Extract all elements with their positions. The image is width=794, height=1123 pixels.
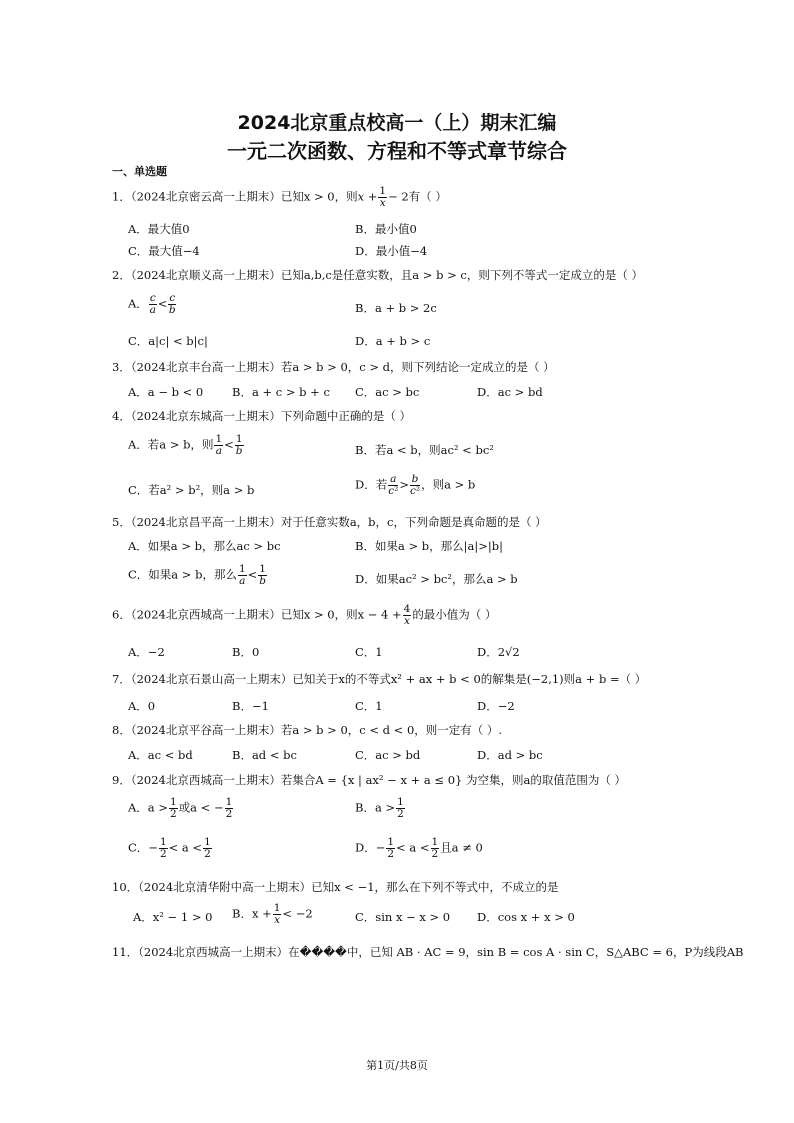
question-4-stem: 4．（2024北京东城高一上期末）下列命题中正确的是（ ） — [112, 409, 411, 423]
question-10-stem: 10．（2024北京清华附中高一上期末）已知x < −1，那么在下列不等式中，不成立的是 — [112, 880, 559, 894]
question-3-stem: 3．（2024北京丰台高一上期末）若a > b > 0，c > d，则下列结论一定成立的是（ ） — [112, 360, 555, 374]
document-title-line1: 2024北京重点校高一（上）期末汇编 — [237, 112, 557, 134]
question-6-option-a: A．−2 — [128, 645, 165, 659]
question-4-option-a: A．若a > b，则 $\frac{1}{a}$ < $\frac{1}{b}$ — [128, 433, 243, 458]
question-9-option-c: C．− $\frac{1}{2}$ < a < $\frac{1}{2}$ — [128, 836, 211, 861]
question-6-stem: 6．（2024北京西城高一上期末）已知x > 0，则x − 4 + $\frac{4}{x}$ 的最小值为（ ） — [112, 603, 497, 628]
question-3-option-c: C．ac > bc — [355, 385, 420, 399]
question-9-option-d: D．− $\frac{1}{2}$ < a < $\frac{1}{2}$ 且a ≠ 0 — [355, 836, 483, 861]
page-footer: 第1页/共8页 — [366, 1059, 428, 1072]
question-5-option-c: C．如果a > b，那么 $\frac{1}{a}$ < $\frac{1}{b}$ — [128, 563, 266, 588]
question-3-option-d: D．ac > bd — [477, 385, 543, 399]
question-4-option-c: C．若a² > b²，则a > b — [128, 483, 255, 497]
question-2-option-b: B．a + b > 2c — [355, 301, 437, 315]
question-5-option-d: D．如果ac² > bc²，那么a > b — [355, 572, 518, 586]
question-7-option-d: D．−2 — [477, 699, 515, 713]
question-7-option-c: C．1 — [355, 699, 383, 713]
question-5-stem: 5．（2024北京昌平高一上期末）对于任意实数a，b，c，下列命题是真命题的是（ ） — [112, 515, 547, 529]
question-2-option-c: C．a|c| < b|c| — [128, 334, 208, 348]
question-3-option-b: B．a + c > b + c — [232, 385, 330, 399]
question-7-option-b: B．−1 — [232, 699, 269, 713]
question-6-option-c: C．1 — [355, 645, 383, 659]
question-8-option-b: B．ad < bc — [232, 748, 297, 762]
question-4-option-d: D．若 $\frac{a}{\text{c²}}$ > $\frac{b}{\text{c²}}$ ，则a > b — [355, 473, 476, 498]
question-1-option-a: A．最大值0 — [128, 222, 190, 236]
question-6-option-d: D．2√2 — [477, 645, 520, 659]
question-1-option-d: D．最小值−4 — [355, 244, 428, 258]
question-9-option-a: A．a > $\frac{1}{2}$ 或a < − $\frac{1}{2}$ — [128, 796, 233, 821]
question-2-stem: 2．（2024北京顺义高一上期末）已知a,b,c是任意实数，且a > b > c，则下列不等式一定成立的是（ ） — [112, 268, 644, 282]
fraction-1-over-x: $\frac{1}{x}$ — [379, 185, 387, 210]
question-10-option-b: B．x + $\frac{1}{x}$ < −2 — [232, 902, 313, 927]
question-7-option-a: A．0 — [128, 699, 156, 713]
question-5-option-b: B．如果a > b，那么|a|>|b| — [355, 539, 503, 553]
question-8-option-c: C．ac > bd — [355, 748, 421, 762]
question-8-option-a: A．ac < bd — [128, 748, 193, 762]
question-1-stem: 1．（2024北京密云高一上期末）已知x > 0，则x + $\frac{1}{x}$ − 2有（ ） — [112, 185, 447, 210]
question-8-option-d: D．ad > bc — [477, 748, 543, 762]
question-10-option-a: A．x² − 1 > 0 — [133, 910, 213, 924]
question-5-option-a: A．如果a > b，那么ac > bc — [128, 539, 281, 553]
question-11-stem: 11．（2024北京西城高一上期末）在����中，已知 AB · AC = 9，sin B = cos A · sin C，S△ABC = 6，P为线段AB — [112, 945, 744, 959]
question-1-option-c: C．最大值−4 — [128, 244, 200, 258]
section-heading: 一、单选题 — [112, 165, 167, 178]
question-4-option-b: B．若a < b，则ac² < bc² — [355, 443, 494, 457]
question-8-stem: 8．（2024北京平谷高一上期末）若a > b > 0，c < d < 0，则一定有（ ）. — [112, 723, 503, 737]
question-7-stem: 7．（2024北京石景山高一上期末）已知关于x的不等式x² + ax + b < 0的解集是(−2,1)则a + b =（ ） — [112, 672, 647, 686]
document-title-line2: 一元二次函数、方程和不等式章节综合 — [227, 139, 567, 163]
question-3-option-a: A．a − b < 0 — [128, 385, 204, 399]
question-9-option-b: B．a > $\frac{1}{2}$ — [355, 796, 404, 821]
question-2-option-d: D．a + b > c — [355, 334, 431, 348]
question-10-option-c: C．sin x − x > 0 — [355, 910, 451, 924]
question-1-option-b: B．最小值0 — [355, 222, 417, 236]
question-9-stem: 9．（2024北京西城高一上期末）若集合A = {x | ax² − x + a ≤ 0} 为空集，则a的取值范围为（ ） — [112, 773, 627, 787]
question-10-option-d: D．cos x + x > 0 — [477, 910, 575, 924]
question-2-option-a: A． $\frac{c}{a}$ < $\frac{c}{b}$ — [128, 292, 176, 317]
question-6-option-b: B．0 — [232, 645, 260, 659]
